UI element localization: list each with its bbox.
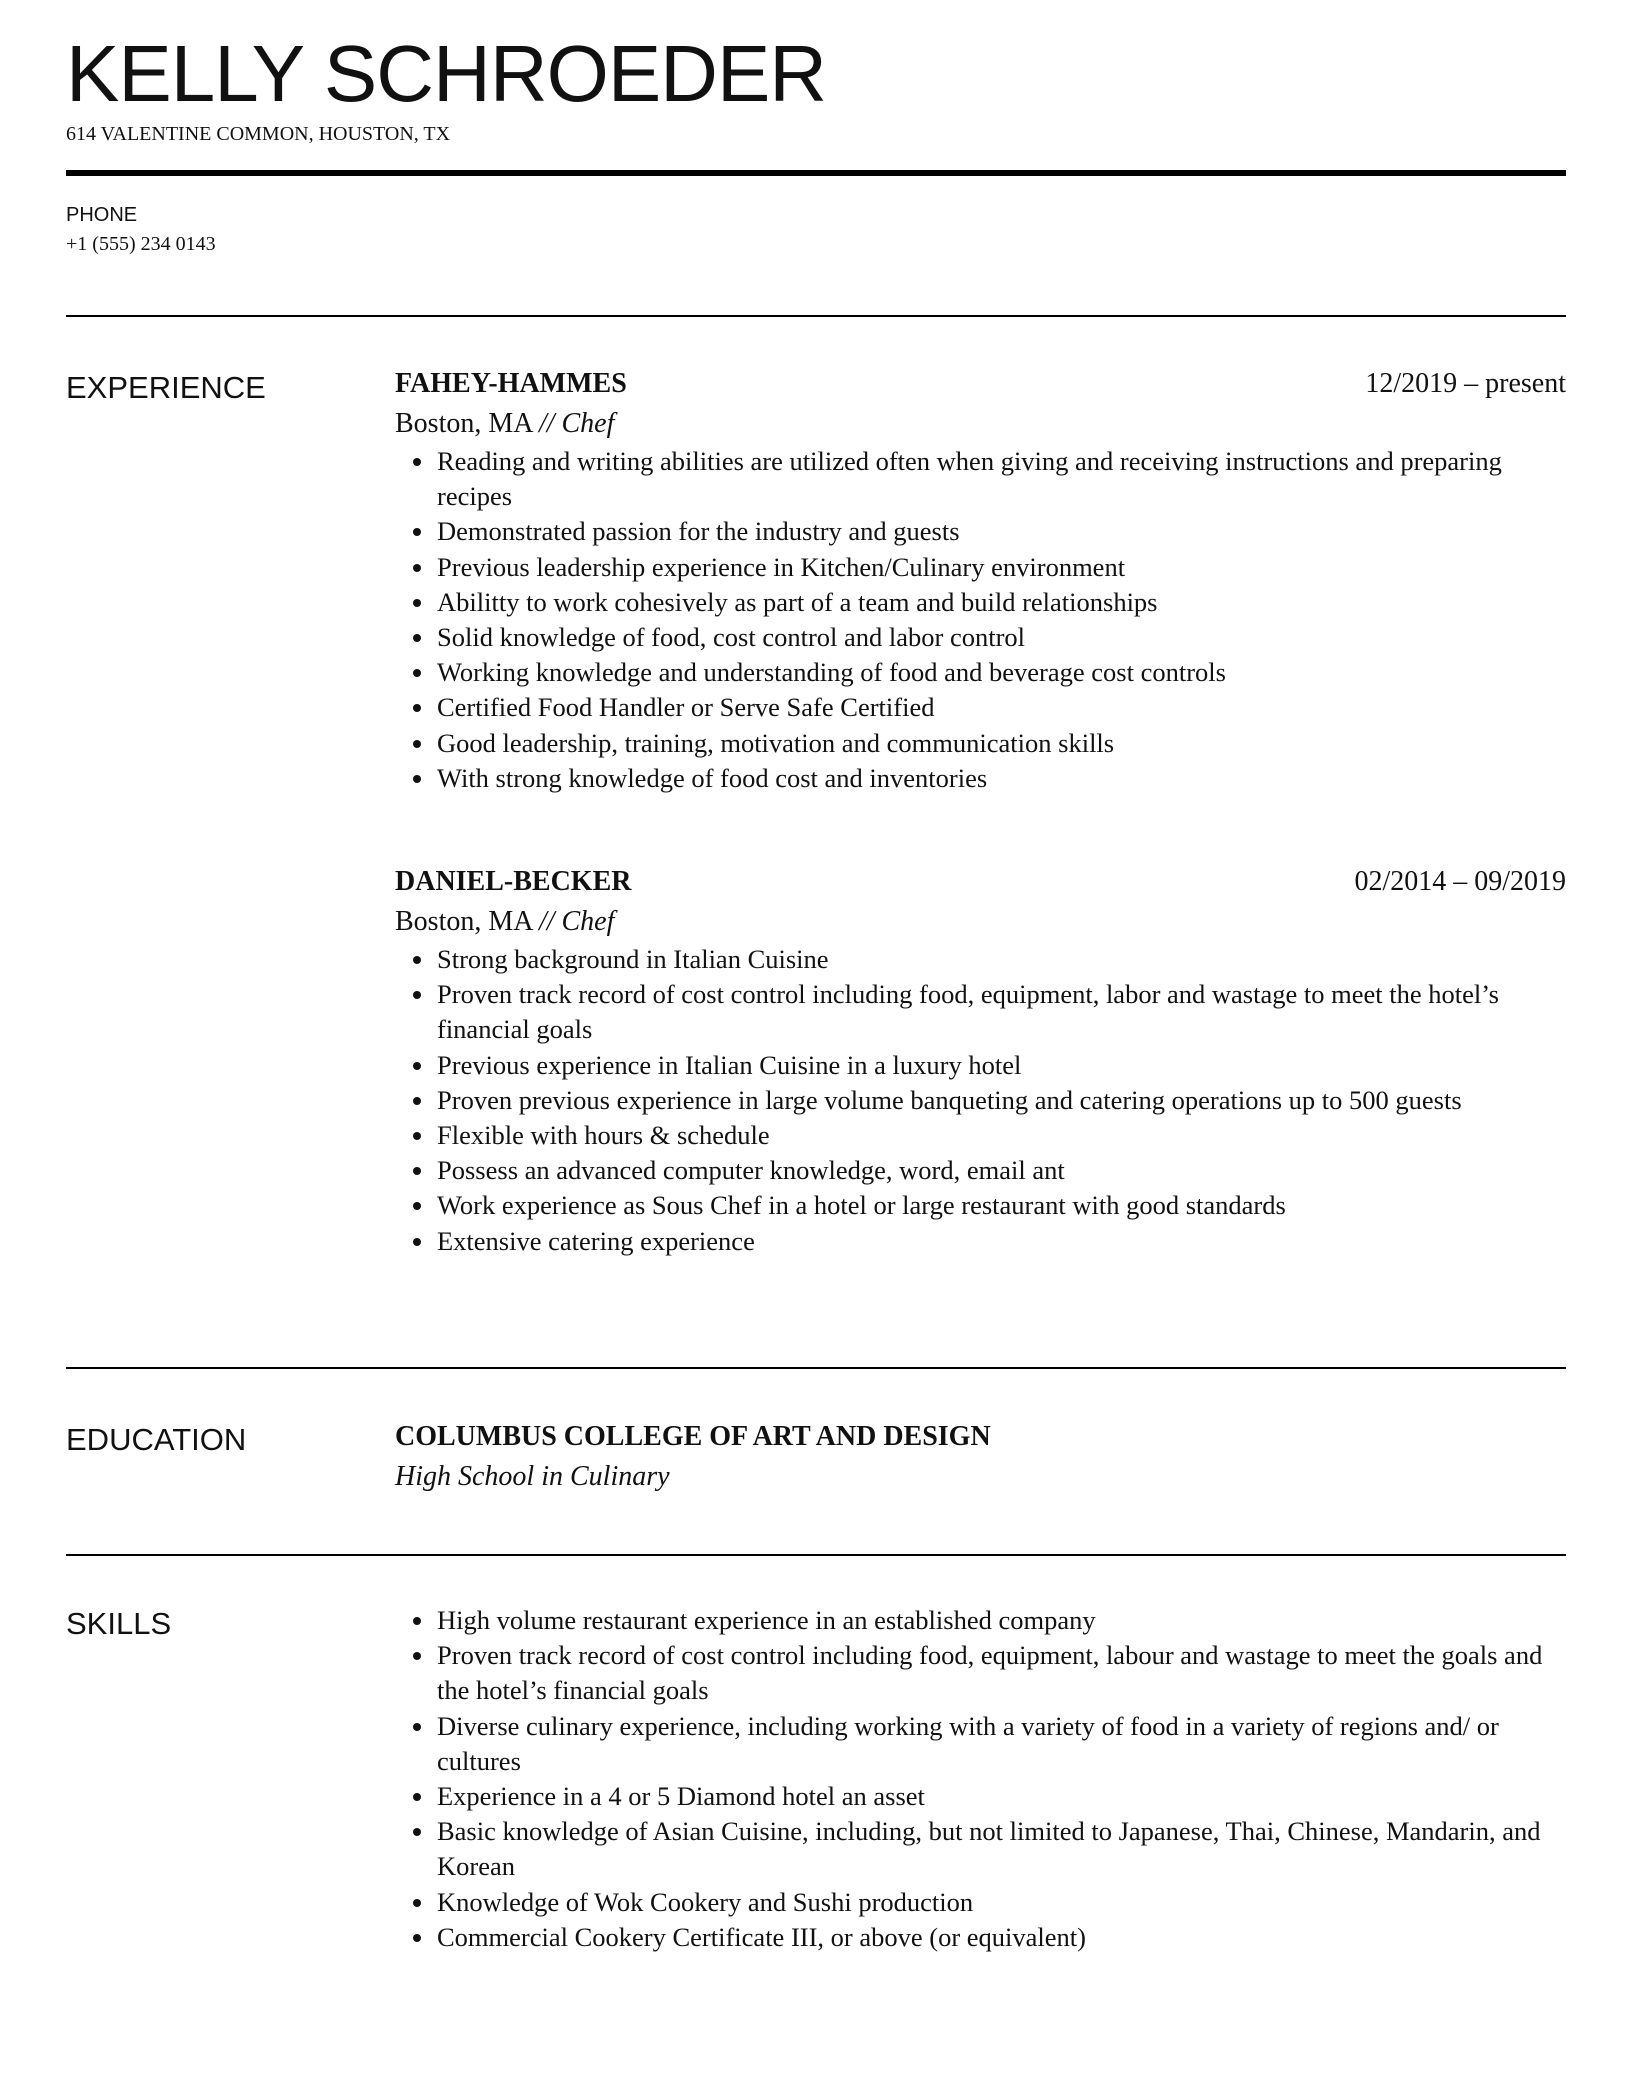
bullet-icon: [413, 1167, 421, 1175]
bullet-icon: [413, 1934, 421, 1942]
bullet-text: Work experience as Sous Chef in a hotel or large restaurant with good standards: [437, 1190, 1286, 1221]
job-role: Chef: [561, 408, 615, 439]
list-item: [395, 514, 1566, 549]
bullet-text: Extensive catering experience: [437, 1225, 755, 1256]
education-heading: EDUCATION: [66, 1422, 247, 1457]
bullet-icon: [413, 1238, 421, 1246]
bullet-icon: [413, 1652, 421, 1660]
list-item: [395, 977, 1566, 1047]
job-location: Boston, MA: [395, 906, 532, 937]
list-item: [395, 1920, 1566, 1955]
bullet-icon: [413, 991, 421, 999]
education-school: COLUMBUS COLLEGE OF ART AND DESIGN: [395, 1421, 991, 1452]
job-header: [395, 364, 1566, 404]
bullet-icon: [413, 1062, 421, 1070]
job-separator: //: [538, 408, 555, 439]
bullet-icon: [413, 775, 421, 783]
list-item: [395, 726, 1566, 761]
phone-number: +1 (555) 234 0143: [66, 233, 216, 255]
bullet-text: Strong background in Italian Cuisine: [437, 944, 829, 974]
candidate-name: KELLY SCHROEDER: [66, 29, 827, 118]
education-divider: [66, 1554, 1566, 1556]
list-item: [395, 1814, 1566, 1884]
list-item: [395, 585, 1566, 620]
list-item: [395, 1153, 1566, 1188]
job-bullets: [395, 942, 1566, 1259]
skill-text: Proven track record of cost control including food, equipment, labour and wastage to meet the goals and the hotel’s financial goals: [437, 1640, 1543, 1706]
job-header: [395, 862, 1566, 902]
bullet-icon: [413, 740, 421, 748]
list-item: [395, 1118, 1566, 1153]
bullet-text: Possess an advanced computer knowledge, word, email ant: [437, 1155, 1065, 1186]
list-item: [395, 1224, 1566, 1259]
skills-list: [395, 1603, 1566, 1955]
bullet-icon: [413, 1793, 421, 1801]
bullet-icon: [413, 1202, 421, 1210]
contact-divider: [66, 315, 1566, 317]
job-location: Boston, MA: [395, 408, 532, 439]
job-location-role: [395, 902, 1566, 942]
list-item: [395, 444, 1566, 514]
experience-entries-2: [395, 862, 1566, 1259]
education-entry: [395, 1417, 1566, 1497]
job-separator: //: [538, 906, 555, 937]
job-bullets: [395, 444, 1566, 796]
skill-text: Commercial Cookery Certificate III, or above (or equivalent): [437, 1921, 1086, 1952]
list-item: [395, 1638, 1566, 1708]
bullet-text: Previous experience in Italian Cuisine in a luxury hotel: [437, 1049, 1022, 1080]
education-degree: High School in Culinary: [395, 1461, 670, 1492]
list-item: [395, 620, 1566, 655]
list-item: [395, 690, 1566, 725]
bullet-icon: [413, 599, 421, 607]
bullet-icon: [413, 528, 421, 536]
skills-bullets: [395, 1603, 1566, 1955]
list-item: [395, 1188, 1566, 1223]
list-item: [395, 761, 1566, 796]
bullet-icon: [413, 1723, 421, 1731]
bullet-text: Proven track record of cost control including food, equipment, labor and wastage to meet the hotel’s financial goals: [437, 979, 1499, 1045]
skill-text: High volume restaurant experience in an established company: [437, 1605, 1096, 1635]
skill-text: Knowledge of Wok Cookery and Sushi production: [437, 1886, 974, 1917]
job-entry: [395, 862, 1566, 1259]
skill-text: Experience in a 4 or 5 Diamond hotel an asset: [437, 1781, 925, 1812]
resume-page: [66, 0, 1566, 2098]
bullet-icon: [413, 1097, 421, 1105]
bullet-text: Previous leadership experience in Kitchen/Culinary environment: [437, 551, 1126, 582]
skill-text: Basic knowledge of Asian Cuisine, including, but not limited to Japanese, Thai, Chinese, Mandarin, and Korean: [437, 1816, 1541, 1882]
bullet-icon: [413, 564, 421, 572]
bullet-text: Abilitty to work cohesively as part of a team and build relationships: [437, 586, 1158, 617]
bullet-icon: [413, 669, 421, 677]
bullet-text: Working knowledge and understanding of food and beverage cost controls: [437, 657, 1226, 688]
job-location-role: [395, 404, 1566, 444]
bullet-text: Certified Food Handler or Serve Safe Certified: [437, 692, 935, 723]
skill-text: Diverse culinary experience, including working with a variety of food in a variety of regions and/ or cultures: [437, 1710, 1499, 1776]
bullet-text: Proven previous experience in large volume banqueting and catering operations up to 500 guests: [437, 1084, 1462, 1115]
bullet-text: Demonstrated passion for the industry and guests: [437, 516, 960, 547]
list-item: [395, 1709, 1566, 1779]
bullet-icon: [413, 704, 421, 712]
list-item: [395, 550, 1566, 585]
experience-divider: [66, 1367, 1566, 1369]
skills-heading: SKILLS: [66, 1606, 172, 1641]
list-item: [395, 655, 1566, 690]
list-item: [395, 1603, 1566, 1638]
job-role: Chef: [561, 906, 615, 937]
job-dates: 12/2019 – present: [1365, 368, 1566, 399]
bullet-text: With strong knowledge of food cost and inventories: [437, 762, 988, 793]
candidate-address: 614 VALENTINE COMMON, HOUSTON, TX: [66, 123, 451, 145]
bullet-icon: [413, 1617, 421, 1625]
list-item: [395, 1885, 1566, 1920]
bullet-icon: [413, 1828, 421, 1836]
bullet-icon: [413, 956, 421, 964]
header-divider: [66, 170, 1566, 176]
phone-label: PHONE: [66, 204, 138, 226]
list-item: [395, 1083, 1566, 1118]
bullet-icon: [413, 1899, 421, 1907]
experience-entries: [395, 364, 1566, 796]
job-company: FAHEY-HAMMES: [395, 368, 627, 399]
job-entry: [395, 364, 1566, 796]
list-item: [395, 1779, 1566, 1814]
job-dates: 02/2014 – 09/2019: [1354, 866, 1566, 897]
bullet-icon: [413, 458, 421, 466]
job-company: DANIEL-BECKER: [395, 866, 632, 897]
list-item: [395, 1048, 1566, 1083]
bullet-text: Solid knowledge of food, cost control and labor control: [437, 622, 1026, 653]
experience-heading: EXPERIENCE: [66, 370, 266, 405]
bullet-icon: [413, 1132, 421, 1140]
bullet-icon: [413, 634, 421, 642]
list-item: [395, 942, 1566, 977]
bullet-text: Flexible with hours & schedule: [437, 1120, 770, 1151]
bullet-text: Good leadership, training, motivation and communication skills: [437, 727, 1115, 758]
bullet-text: Reading and writing abilities are utilized often when giving and receiving instructions and preparing recipes: [437, 446, 1502, 512]
